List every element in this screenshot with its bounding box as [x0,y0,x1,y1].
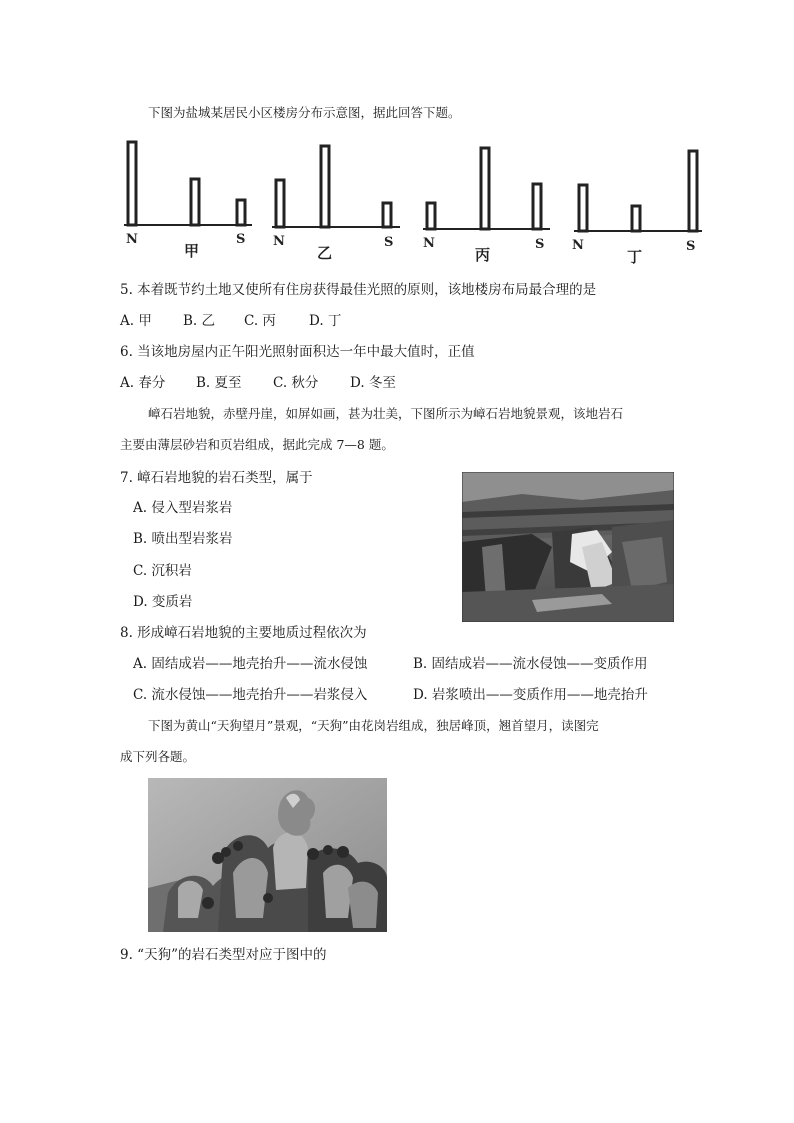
question-8-option-a: A. 固结成岩——地壳抬升——流水侵蚀 [133,656,368,672]
question-6-option-a: A. 春分 [120,375,166,391]
question-7-option-d: D. 变质岩 [133,594,193,610]
question-5-option-a: A. 甲 [120,313,152,329]
panel-yi-building-3 [383,203,391,227]
panel-jia-south: S [236,232,246,247]
question-8-option-c: C. 流水侵蚀——地壳抬升——岩浆侵入 [133,687,368,703]
panel-bing-building-3 [533,184,541,229]
panel-yi-south: S [384,235,394,250]
question-7-option-a: A. 侵入型岩浆岩 [133,500,233,516]
tiangou-wangyue-photo [148,778,387,932]
question-8-stem: 8. 形成嶂石岩地貌的主要地质过程依次为 [120,625,367,641]
panel-ding-building-2 [632,206,640,231]
panel-jia-building-3 [237,200,245,225]
question-5-option-c: C. 丙 [244,313,276,329]
panel-bing-label: 丙 [475,246,491,264]
panel-yi-north: N [273,234,285,249]
panel-ding-building-1 [579,185,587,231]
question-5-option-d: D. 丁 [309,313,342,329]
question-8-option-b: B. 固结成岩——流水侵蚀——变质作用 [413,656,648,672]
building-distribution-diagram [118,130,708,270]
panel-yi-label: 乙 [317,244,333,262]
panel-ding-label: 丁 [627,248,643,266]
panel-yi-building-2 [321,146,329,227]
zhangshiyan-landform-photo [462,472,674,622]
intro-text-2-line-1: 嶂石岩地貌，赤壁丹崖，如屏如画，甚为壮美，下图所示为嶂石岩地貌景观，该地岩石 [148,406,624,421]
intro-text-1: 下图为盐城某居民小区楼房分布示意图，据此回答下题。 [148,105,461,120]
question-7-stem: 7. 嶂石岩地貌的岩石类型，属于 [120,470,313,486]
panel-ding-building-3 [689,151,697,231]
panel-yi-building-1 [276,180,284,227]
question-5-option-b: B. 乙 [183,313,216,329]
panel-jia-building-2 [191,179,199,225]
question-6-option-c: C. 秋分 [273,375,319,391]
intro-text-3-line-1: 下图为黄山“天狗望月”景观，“天狗”由花岗岩组成，独居峰顶，翘首望月，读图完 [148,718,599,733]
panel-bing-south: S [535,237,545,252]
question-7-option-c: C. 沉积岩 [133,563,192,579]
question-6-option-b: B. 夏至 [196,375,242,391]
question-8-option-d: D. 岩浆喷出——变质作用——地壳抬升 [413,687,648,703]
intro-text-2-line-2: 主要由薄层砂岩和页岩组成，据此完成 7—8 题。 [120,437,394,452]
question-6-stem: 6. 当该地房屋内正午阳光照射面积达一年中最大值时，正值 [120,344,475,360]
panel-bing-building-2 [481,148,489,229]
question-7-option-b: B. 喷出型岩浆岩 [133,531,233,547]
question-5-stem: 5. 本着既节约土地又使所有住房获得最佳光照的原则，该地楼房布局最合理的是 [120,282,597,298]
panel-bing-north: N [423,236,435,251]
question-9-stem: 9. “天狗”的岩石类型对应于图中的 [120,947,327,963]
panel-ding-south: S [686,239,696,254]
panel-jia-north: N [126,232,138,247]
question-6-option-d: D. 冬至 [350,375,396,391]
panel-bing-building-1 [427,203,435,229]
panel-jia-label: 甲 [184,242,200,260]
panel-jia-building-1 [128,142,136,225]
panel-ding-north: N [572,238,584,253]
intro-text-3-line-2: 成下列各题。 [120,749,196,764]
